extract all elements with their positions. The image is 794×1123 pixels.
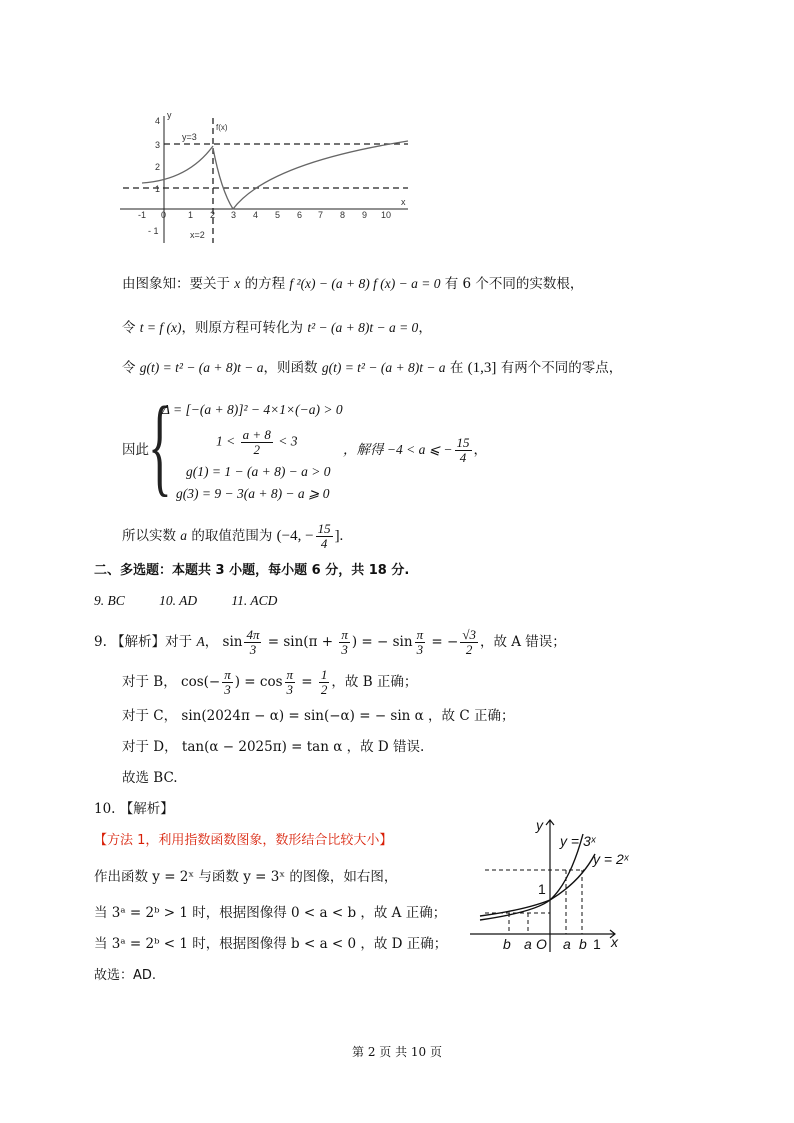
label-x2: x=2 (190, 230, 205, 240)
answer-9: 9. BC (94, 593, 125, 608)
piecewise-function-graph (118, 108, 418, 248)
label-y-3x: y = 3ˣ (560, 833, 596, 849)
x-axis-label: x (611, 934, 618, 950)
conclusion-range: 所以实数 a 的取值范围为 (−4, − $\frac{15}{4}$ ]. (122, 521, 344, 551)
system-lead: 因此 (122, 442, 149, 458)
q10-head: 10. 【解析】 (94, 801, 174, 817)
x-tick: 0 (161, 210, 167, 220)
answer-list (94, 591, 277, 611)
x-tick: 4 (253, 210, 259, 220)
label-y3: y=3 (182, 132, 197, 142)
q9-line-2: 对于 B， cos(− $\frac{\pi}{3}$ ) = cos $\frac{\pi}{3}$ = $\frac{1}{2}$ ，故 B 正确； (122, 667, 418, 697)
page-footer: 第 2 页 共 10 页 (352, 1045, 442, 1059)
curve-left (142, 146, 213, 183)
system-row-4: g(3) = 9 − 3(a + 8) − a ⩾ 0 (176, 486, 330, 501)
q9-line-5: 故选 BC. (122, 770, 178, 786)
tick-a-neg: a (524, 936, 532, 952)
answer-11: 11. ACD (231, 593, 278, 608)
tick-1: 1 (593, 936, 601, 952)
curve-right (233, 141, 408, 209)
answer-10: 10. AD (159, 593, 198, 608)
paragraph-function-g: 令 g(t) = t² − (a + 8)t − a，则函数 g(t) = t² − (a + 8)t − a 在 (1,3] 有两个不同的零点， (122, 360, 623, 376)
y-axis-label: y (167, 110, 172, 120)
q9-line-1: 9. 【解析】对于 A， sin $\frac{4\pi}{3}$ = sin(π + $\frac{\pi}{3}$ ) = − sin $\frac{\pi}{3}$ = − $\frac{√3}{2}$ ，故 A 错误； (94, 627, 566, 657)
y-tick: 3 (155, 140, 161, 150)
x-tick: 6 (297, 210, 303, 220)
y-tick: 1 (155, 184, 161, 194)
y-tick: 2 (155, 162, 161, 172)
origin-label: O (536, 936, 547, 952)
label-y-2x: y = 2ˣ (593, 851, 629, 867)
x-axis-label: x (401, 197, 406, 207)
y-tick: - 1 (148, 226, 159, 236)
y-tick: 4 (155, 116, 161, 126)
section-heading: 二、多选题：本题共 3 小题，每小题 6 分，共 18 分. (94, 563, 410, 578)
left-brace-icon: { (148, 384, 172, 506)
curve-middle (213, 148, 233, 209)
x-tick: 5 (275, 210, 281, 220)
x-tick: -1 (138, 210, 147, 220)
q10-method: 【方法 1，利用指数函数图象，数形结合比较大小】 (94, 833, 393, 848)
x-tick: 3 (231, 210, 237, 220)
x-tick: 7 (318, 210, 324, 220)
x-tick: 8 (340, 210, 346, 220)
x-tick: 10 (381, 210, 392, 220)
system-row-2: 1 < $\frac{a + 8}{2}$ < 3 (216, 427, 298, 457)
y-tick-1: 1 (538, 881, 546, 897)
x-tick: 9 (362, 210, 368, 220)
tick-b-pos: b (579, 936, 587, 952)
q10-line-1: 作出函数 y = 2ˣ 与函数 y = 3ˣ 的图像，如右图， (94, 869, 398, 885)
q10-line-2: 当 3ᵃ = 2ᵇ > 1 时，根据图像得 0 < a < b ，故 A 正确； (94, 905, 447, 921)
y-axis-label: y (536, 817, 543, 833)
q10-line-4: 故选：AD. (94, 968, 157, 983)
system-solution: ，解得 −4 < a ⩽ − $\frac{15}{4}$ ， (343, 435, 488, 465)
exponential-functions-graph (465, 812, 665, 957)
label-fx: f(x) (216, 123, 228, 132)
q9-line-4: 对于 D， tan(α − 2025π) = tan α ，故 D 错误. (122, 739, 425, 755)
tick-b-neg: b (503, 936, 511, 952)
x-tick: 2 (210, 210, 216, 220)
tick-a-pos: a (563, 936, 571, 952)
q10-line-3: 当 3ᵃ = 2ᵇ < 1 时，根据图像得 b < a < 0 ，故 D 正确； (94, 936, 448, 952)
system-row-3: g(1) = 1 − (a + 8) − a > 0 (186, 464, 331, 479)
paragraph-equation-roots: 由图象知：要关于 x 的方程 f ²(x) − (a + 8) f (x) − a = 0 有 6 个不同的实数根， (122, 276, 584, 292)
paragraph-substitution: 令 t = f (x)，则原方程可转化为 t² − (a + 8)t − a = 0， (122, 320, 432, 336)
x-tick: 1 (188, 210, 194, 220)
q9-line-3: 对于 C， sin(2024π − α) = sin(−α) = − sin α ，故 C 正确； (122, 708, 515, 724)
system-row-1: Δ = [−(a + 8)]² − 4×1×(−a) > 0 (162, 402, 343, 417)
